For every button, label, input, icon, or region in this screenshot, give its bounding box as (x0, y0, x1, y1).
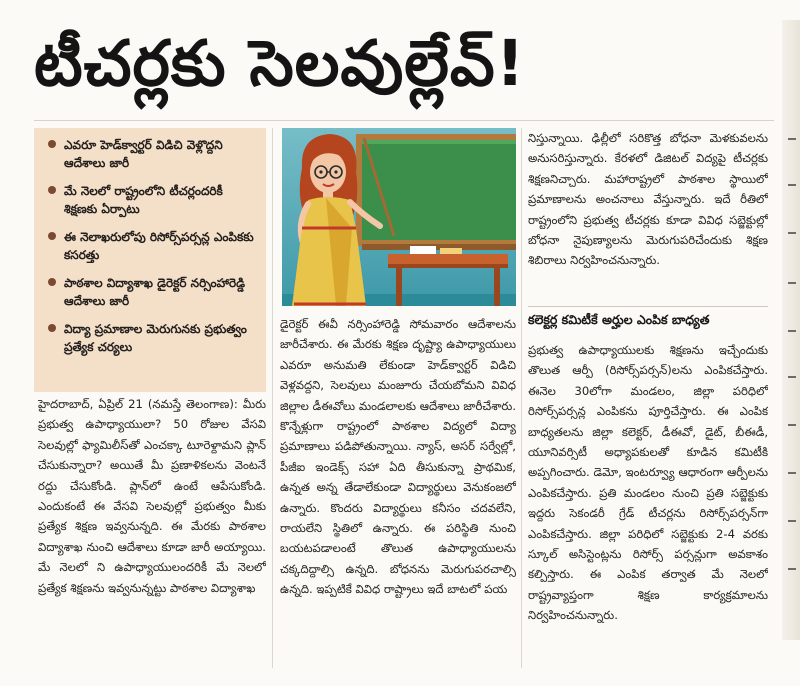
highlight-item (44, 320, 258, 356)
subheading: కలెక్టర్ల కమిటీకే అర్హుల ఎంపిక బాధ్యత (528, 306, 768, 332)
adjacent-column-edge (782, 20, 800, 640)
headline-divider (34, 120, 774, 121)
highlight-text: పాఠశాల విద్యాశాఖ డైరెక్టర్ నర్సింహారెడ్డి ఆదేశాలు జారీ (64, 276, 246, 308)
highlight-text: మే నెలలో రాష్ట్రంలోని టీచర్లందరికీ శిక్షణకు ఏర్పాటు (64, 184, 223, 216)
article-column-2: డైరెక్టర్ ఈవీ నర్సింహారెడ్డి సోమవారం ఆదేశాలను జారీచేశారు. ఈ మేరకు శిక్షణ దృష్ట్యా ఉపాధ్యాయులు ఎవరూ అనుమతి లేకుండా హెడ్‌క్వార్టర్ విడిచి వెళ్లవద్దని, సెలవులు మంజూరు చేయబోమని వివిధ జిల్లాల డీఈవోలు మండలాలకు ఆదేశాలు జారీచేశారు. కొన్నేళ్లుగా రాష్ట్రంలో పాఠశాల విద్యలో విద్యా ప్రమాణాలు పడిపోతున్నాయి. న్యాస్, అసర్ సర్వేల్లో, పీజీఐ ఇండెక్స్ సహా ఏది తీసుకున్నా ప్రాథమిక, ఉన్నత అన్న తేడాలేకుండా విద్యార్థులు వెనుకంజలో ఉన్నారు. కొందరు విద్యార్థులు కనీసం చదవలేని, రాయలేని స్థితిలో ఉన్నారు. ఈ పరిస్థితి నుంచి బయటపడాలంటే తొలుత ఉపాధ్యాయులను చక్కదిద్దాల్సి ఉన్నది. బోధనను మెరుగుపరచాల్సి ఉన్నది. ఇప్పటికే వివిధ రాష్ట్రాలు ఇదే బాటలో పయ (280, 317, 516, 597)
article-column-3-top: నిస్తున్నాయి. ఢిల్లీలో సరికొత్త బోధనా మెళకువలను అనుసరిస్తున్నారు. కేరళలో డిజిటల్ విద్యపై టీచర్లకు శిక్షణనిచ్చారు. మహారాష్ట్రలో పాఠశాల స్థాయిలో ప్రమాణాలను అంచనాలు వేస్తున్నారు. ఇదే రీతిలో రాష్ట్రంలోని ప్రభుత్వ టీచర్లకు కూడా వివిధ సబ్జెక్టుల్లో బోధనా నైపుణ్యాలను మెరుగుపరిచేందుకు శిక్షణ శిబిరాలు నిర్వహించనున్నారు. (528, 131, 768, 268)
highlight-item (44, 182, 258, 218)
bullet-icon (48, 140, 56, 148)
column-divider (521, 128, 522, 668)
highlight-text: ఈ నెలాఖరులోపు రిసోర్స్‌పర్సన్ల ఎంపికకు కసరత్తు (64, 230, 254, 262)
teacher-illustration (282, 128, 516, 306)
highlight-text: ఎవరూ హెడ్‌క్వార్టర్ విడిచి వెళ్లొద్దని ఆదేశాలు జారీ (64, 138, 223, 170)
bullet-icon (48, 278, 56, 286)
article-column-3-bottom: ప్రభుత్వ ఉపాధ్యాయులకు శిక్షణను ఇచ్చేందుకు తొలుత ఆర్పీ (రిసోర్స్‌పర్సన్)లను ఎంపికచేస్తారు. ఈనెల 30లోగా మండలం, జిల్లా పరిధిలో రిసోర్స్‌పర్సన్ల ఎంపికను పూర్తిచేస్తారు. ఈ ఎంపిక బాధ్యతలను జిల్లా కలెక్టర్, డీఈవో, డైట్, బీఈడీ, యూనివర్సిటీ అధ్యాపకులతో కూడిన కమిటీకి అప్పగించారు. డెమో, ఇంటర్వ్యూ ఆధారంగా ఆర్పీలను ఎంపికచేస్తారు. ప్రతి మండలం నుంచి ప్రతి సబ్జెక్టుకు ఇద్దరు సెకండరీ గ్రేడ్ టీచర్లను రిసోర్స్‌పర్సన్‌గా ఎంపికచేస్తారు. జిల్లా పరిధిలో సబ్జెక్టుకు 2-4 వరకు స్కూల్ అసిస్టెంట్లను రిసోర్స్ పర్సన్లుగా అవకాశం కల్పిస్తారు. ఈ ఎంపిక తర్వాత మే నెలలో రాష్ట్రవ్యాప్తంగా శిక్షణ కార్యక్రమాలను నిర్వహించనున్నారు. (528, 343, 768, 623)
bullet-icon (48, 324, 56, 332)
highlight-item (44, 274, 258, 310)
highlight-item (44, 228, 258, 264)
teacher-at-chalkboard-icon (282, 128, 516, 306)
highlights-box (34, 128, 266, 392)
bullet-icon (48, 186, 56, 194)
highlight-item (44, 136, 258, 172)
headline: టీచర్లకు సెలవుల్లేవ్! (34, 27, 526, 100)
bullet-icon (48, 232, 56, 240)
highlight-text: విద్యా ప్రమాణాల మెరుగునకు ప్రభుత్వం ప్రత్యేక చర్యలు (64, 322, 247, 354)
column-divider (272, 128, 273, 668)
article-column-1: హైదరాబాద్, ఏప్రిల్ 21 (నమస్తే తెలంగాణ): మీరు ప్రభుత్వ ఉపాధ్యాయులా? 50 రోజుల వేసవి సెలవుల్లో ఫ్యామిలీస్‌తో ఎంచక్కా టూరెళ్దామని ప్లాన్ చేసుకున్నారా? అయితే మీ ప్రణాళికలను వెంటనే రద్దు చేసుకోండి. ప్లాన్‌లో ఉంటే ఆపేసుకోండి. ఎందుకంటే ఈ వేసవి సెలవుల్లో ప్రభుత్వం మీకు ప్రత్యేక శిక్షణ ఇవ్వనున్నది. ఈ మేరకు పాఠశాల విద్యాశాఖ నుంచి ఆదేశాలు కూడా జారీ అయ్యాయి. మే నెలలో ని ఉపాధ్యాయులందరికీ మే నెలలో ప్రత్యేక శిక్షణను ఇవ్వనున్నట్టు పాఠశాల విద్యాశాఖ (38, 397, 266, 595)
